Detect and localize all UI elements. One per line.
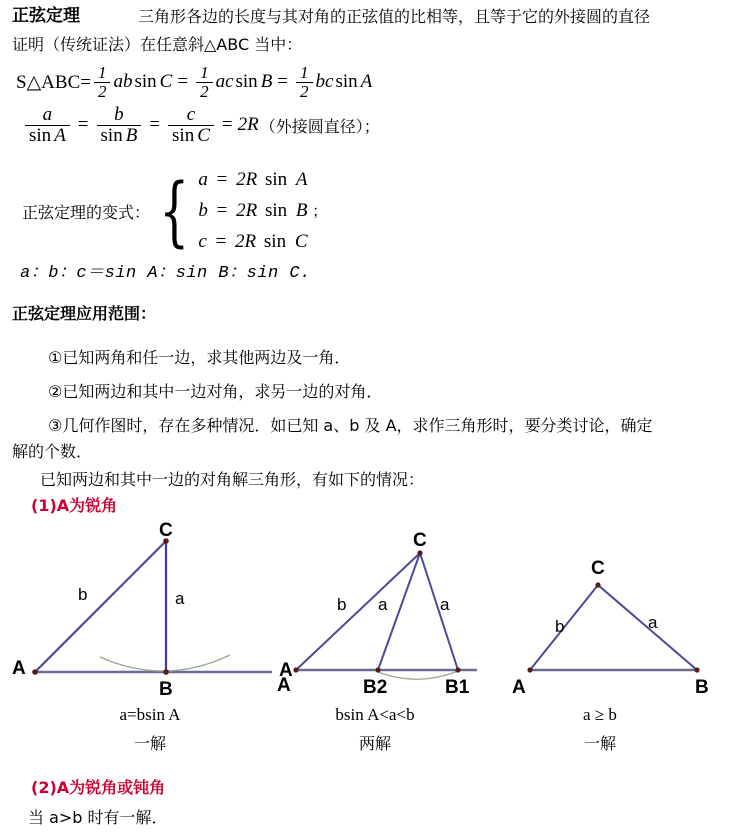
fraction-denominator [97, 125, 142, 146]
vertex-dot-c [595, 582, 600, 587]
side-label-a-left: a [378, 595, 388, 614]
fraction-half-3 [296, 64, 313, 101]
proportion-line: a：b：c＝sin A：sin B：sin C. [20, 264, 311, 283]
scope-heading: 正弦定理应用范围： [12, 304, 157, 323]
sin-func: sin [264, 199, 288, 221]
vertex-dot-a [527, 667, 532, 672]
sin-func: sin [264, 169, 288, 190]
vertex-label-b1: B1 [445, 677, 470, 695]
figure-3-caption-formula: a ≥ b [583, 705, 617, 724]
sin-func: sin [100, 124, 123, 146]
area-term-body-2: ac [215, 71, 234, 93]
fraction-numerator: a [42, 104, 53, 125]
side-b-segment [296, 553, 420, 670]
sin-arg: B [125, 124, 138, 146]
theorem-statement: 三角形各边的长度与其对角的正弦值的比相等，且等于它的外接圆的直径 [138, 7, 651, 26]
figure-right-triangle-one-solution [0, 520, 300, 695]
variant-rhs: 2R [236, 169, 258, 190]
sin-arg: B [295, 199, 308, 221]
ratio-fraction-a [25, 105, 70, 146]
variant-equals: = [215, 230, 227, 252]
fraction-denominator: 2 [196, 82, 213, 101]
variant-equation-c [198, 227, 327, 258]
ratio-note: （外接圆直径）； [259, 116, 380, 136]
case-2-text: 当 a>b 时有一解． [28, 808, 168, 827]
sin-func-2: sin [235, 71, 258, 93]
vertex-dot-c [417, 550, 422, 555]
equals-ratio-1: = [77, 114, 89, 136]
scope-item-3-line1: ③几何作图时，存在多种情况．如已知 a、b 及 A，求作三角形时，要分类讨论，确定 [48, 416, 653, 435]
vertex-dot-a [293, 667, 298, 672]
figure-2-caption-solutions: 两解 [358, 734, 391, 753]
figure-two-solution-triangle [275, 520, 505, 695]
sin-arg: C [294, 230, 308, 252]
sin-func: sin [29, 124, 52, 146]
variant-equations [198, 165, 327, 257]
vertex-dot-a [32, 669, 38, 675]
vertex-label-b: B [695, 677, 709, 695]
area-formula-lhs: S△ABC= [16, 71, 91, 93]
variant-lhs: b [198, 199, 208, 221]
sin-arg-3: A [360, 71, 373, 93]
fraction-numerator: c [186, 104, 196, 125]
variant-equation-a [198, 165, 327, 196]
equals-2: = [277, 71, 289, 93]
sin-func-1: sin [134, 71, 157, 93]
scope-item-3-line2: 解的个数． [12, 442, 93, 461]
variant-lhs: c [198, 230, 207, 252]
side-b-segment [35, 541, 166, 672]
figure-2-caption-formula: bsin A<a<b [335, 705, 415, 724]
sin-arg-1: C [159, 71, 173, 93]
vertex-dot-b [694, 667, 699, 672]
variant-tail: ； [312, 201, 328, 220]
sin-arg-2: B [260, 71, 273, 93]
side-label-a: a [175, 589, 185, 608]
axis-end-label-a: A [279, 660, 293, 681]
sin-func-3: sin [335, 71, 358, 93]
variant-rhs: 2R [235, 230, 257, 252]
ratio-fraction-c [168, 105, 214, 146]
variant-equals: = [216, 169, 228, 190]
fraction-half-2 [196, 64, 213, 101]
figure-1-caption-formula: a=bsin A [119, 705, 181, 724]
vertex-label-a: A [12, 658, 26, 679]
proof-line: 证明（传统证法）在任意斜△ABC 当中： [12, 35, 303, 54]
equals-ratio-3: = [221, 114, 233, 136]
vertex-dot-b2 [375, 667, 380, 672]
area-formula [16, 64, 372, 101]
vertex-label-c: C [413, 530, 427, 551]
fraction-denominator [168, 125, 214, 146]
sin-arg: C [197, 124, 210, 146]
scope-item-2: ②已知两边和其中一边对角，求另一边的对角． [48, 382, 383, 401]
sin-arg: A [295, 169, 308, 190]
theorem-title: 正弦定理 [12, 6, 80, 26]
figure-single-solution-triangle [500, 520, 731, 695]
fraction-denominator: 2 [94, 82, 111, 101]
scope-item-1: ①已知两角和任一边，求其他两边及一角． [48, 348, 351, 367]
side-a-segment-b1 [420, 553, 458, 670]
figure-group [0, 520, 731, 695]
case-1-heading: (1)A为锐角 [31, 496, 118, 515]
fraction-denominator: 2 [296, 82, 313, 101]
fraction-numerator: 1 [97, 63, 107, 82]
vertex-dot-b1 [455, 667, 460, 672]
vertex-label-a: A [277, 675, 291, 695]
fraction-half-1 [94, 64, 111, 101]
ratio-fraction-b [97, 105, 142, 146]
vertex-label-c: C [591, 558, 605, 579]
area-term-body-3: bc [315, 71, 334, 93]
area-term-body-1: ab [113, 71, 133, 93]
equals-1: = [177, 71, 189, 93]
ratio-result: 2R [237, 114, 259, 136]
variant-equation-b [198, 196, 327, 227]
equals-ratio-2: = [149, 114, 161, 136]
vertex-label-a: A [512, 677, 526, 695]
variant-block [22, 165, 327, 257]
sin-arg: A [54, 124, 66, 146]
vertex-label-c: C [159, 520, 173, 541]
vertex-label-b: B [159, 679, 173, 695]
side-label-b: b [78, 585, 88, 604]
variant-equals: = [216, 199, 228, 221]
fraction-numerator: b [114, 104, 124, 125]
case-2-heading: (2)A为锐角或钝角 [31, 778, 166, 797]
fraction-numerator: 1 [200, 63, 209, 82]
fraction-denominator [25, 125, 70, 146]
sin-func: sin [172, 124, 195, 146]
figure-1-caption-solutions: 一解 [133, 734, 166, 753]
left-brace: { [159, 165, 190, 255]
law-of-sines-ratio [22, 105, 380, 146]
vertex-dot-b [163, 669, 169, 675]
fraction-numerator: 1 [300, 63, 309, 82]
case-intro: 已知两边和其中一边的对角解三角形，有如下的情况： [40, 470, 425, 489]
side-label-a: a [648, 613, 658, 632]
sin-func: sin [263, 230, 287, 252]
figure-3-caption-solutions: 一解 [583, 734, 616, 753]
side-label-b: b [337, 595, 347, 614]
variant-rhs: 2R [236, 199, 258, 221]
vertex-label-b2: B2 [363, 677, 388, 695]
side-label-a-right: a [440, 595, 450, 614]
variant-lhs: a [198, 169, 208, 190]
variant-label: 正弦定理的变式： [22, 202, 151, 222]
side-label-b: b [555, 617, 565, 636]
